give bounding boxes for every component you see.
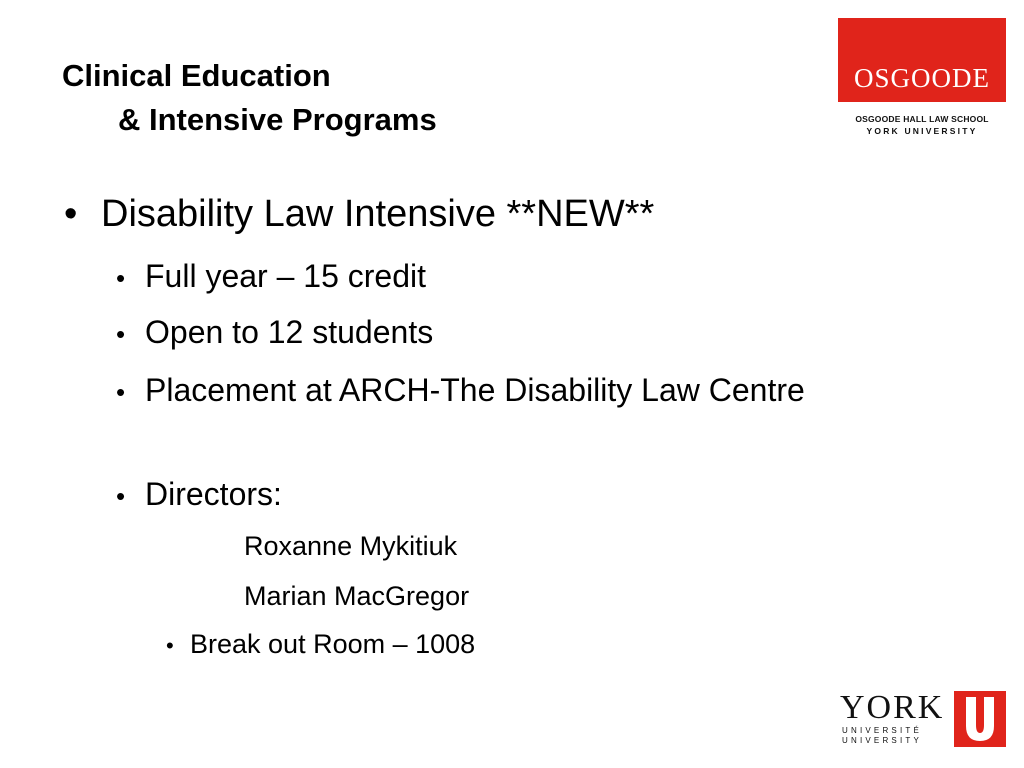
- bullet-glyph: •: [116, 319, 126, 349]
- york-logo-wordmark: YORK: [840, 689, 945, 726]
- bullet-glyph: •: [116, 481, 126, 511]
- tertiary-bullet: [166, 624, 475, 666]
- sub-bullet-text: Placement at ARCH-The Disability Law Centre: [145, 372, 805, 408]
- director-name: Marian MacGregor: [244, 581, 470, 611]
- york-u-icon: [954, 691, 1006, 747]
- york-university-logo: [838, 688, 1008, 748]
- bullet-glyph: •: [64, 193, 78, 235]
- osgoode-logo-subtitle-1: OSGOODE HALL LAW SCHOOL: [855, 114, 989, 124]
- bullet-main-text: Disability Law Intensive **NEW**: [101, 193, 655, 235]
- director-name: Roxanne Mykitiuk: [244, 531, 458, 561]
- sub-bullet-text: Full year – 15 credit: [145, 258, 427, 294]
- tertiary-bullet-text: Break out Room – 1008: [190, 629, 476, 659]
- bullet-glyph: •: [116, 377, 126, 407]
- york-logo-line-2: UNIVERSITY: [842, 736, 923, 745]
- bullet-main: [64, 192, 654, 236]
- york-logo-line-1: UNIVERSITÉ: [842, 726, 923, 735]
- sub-bullet-text: Directors:: [145, 476, 282, 512]
- title-line-2: & Intensive Programs: [118, 102, 437, 137]
- title-line-1: Clinical Education: [62, 58, 331, 93]
- sub-bullet: [116, 252, 426, 302]
- sub-bullet: [116, 470, 282, 520]
- bullet-glyph: •: [166, 633, 174, 658]
- sub-bullet-text: Open to 12 students: [145, 314, 434, 350]
- bullet-glyph: •: [116, 263, 126, 293]
- sub-bullet: [116, 308, 433, 358]
- osgoode-logo-subtitle-2: YORK UNIVERSITY: [866, 126, 978, 136]
- sub-bullet: [116, 366, 876, 416]
- osgoode-logo-wordmark: OSGOODE: [853, 63, 990, 93]
